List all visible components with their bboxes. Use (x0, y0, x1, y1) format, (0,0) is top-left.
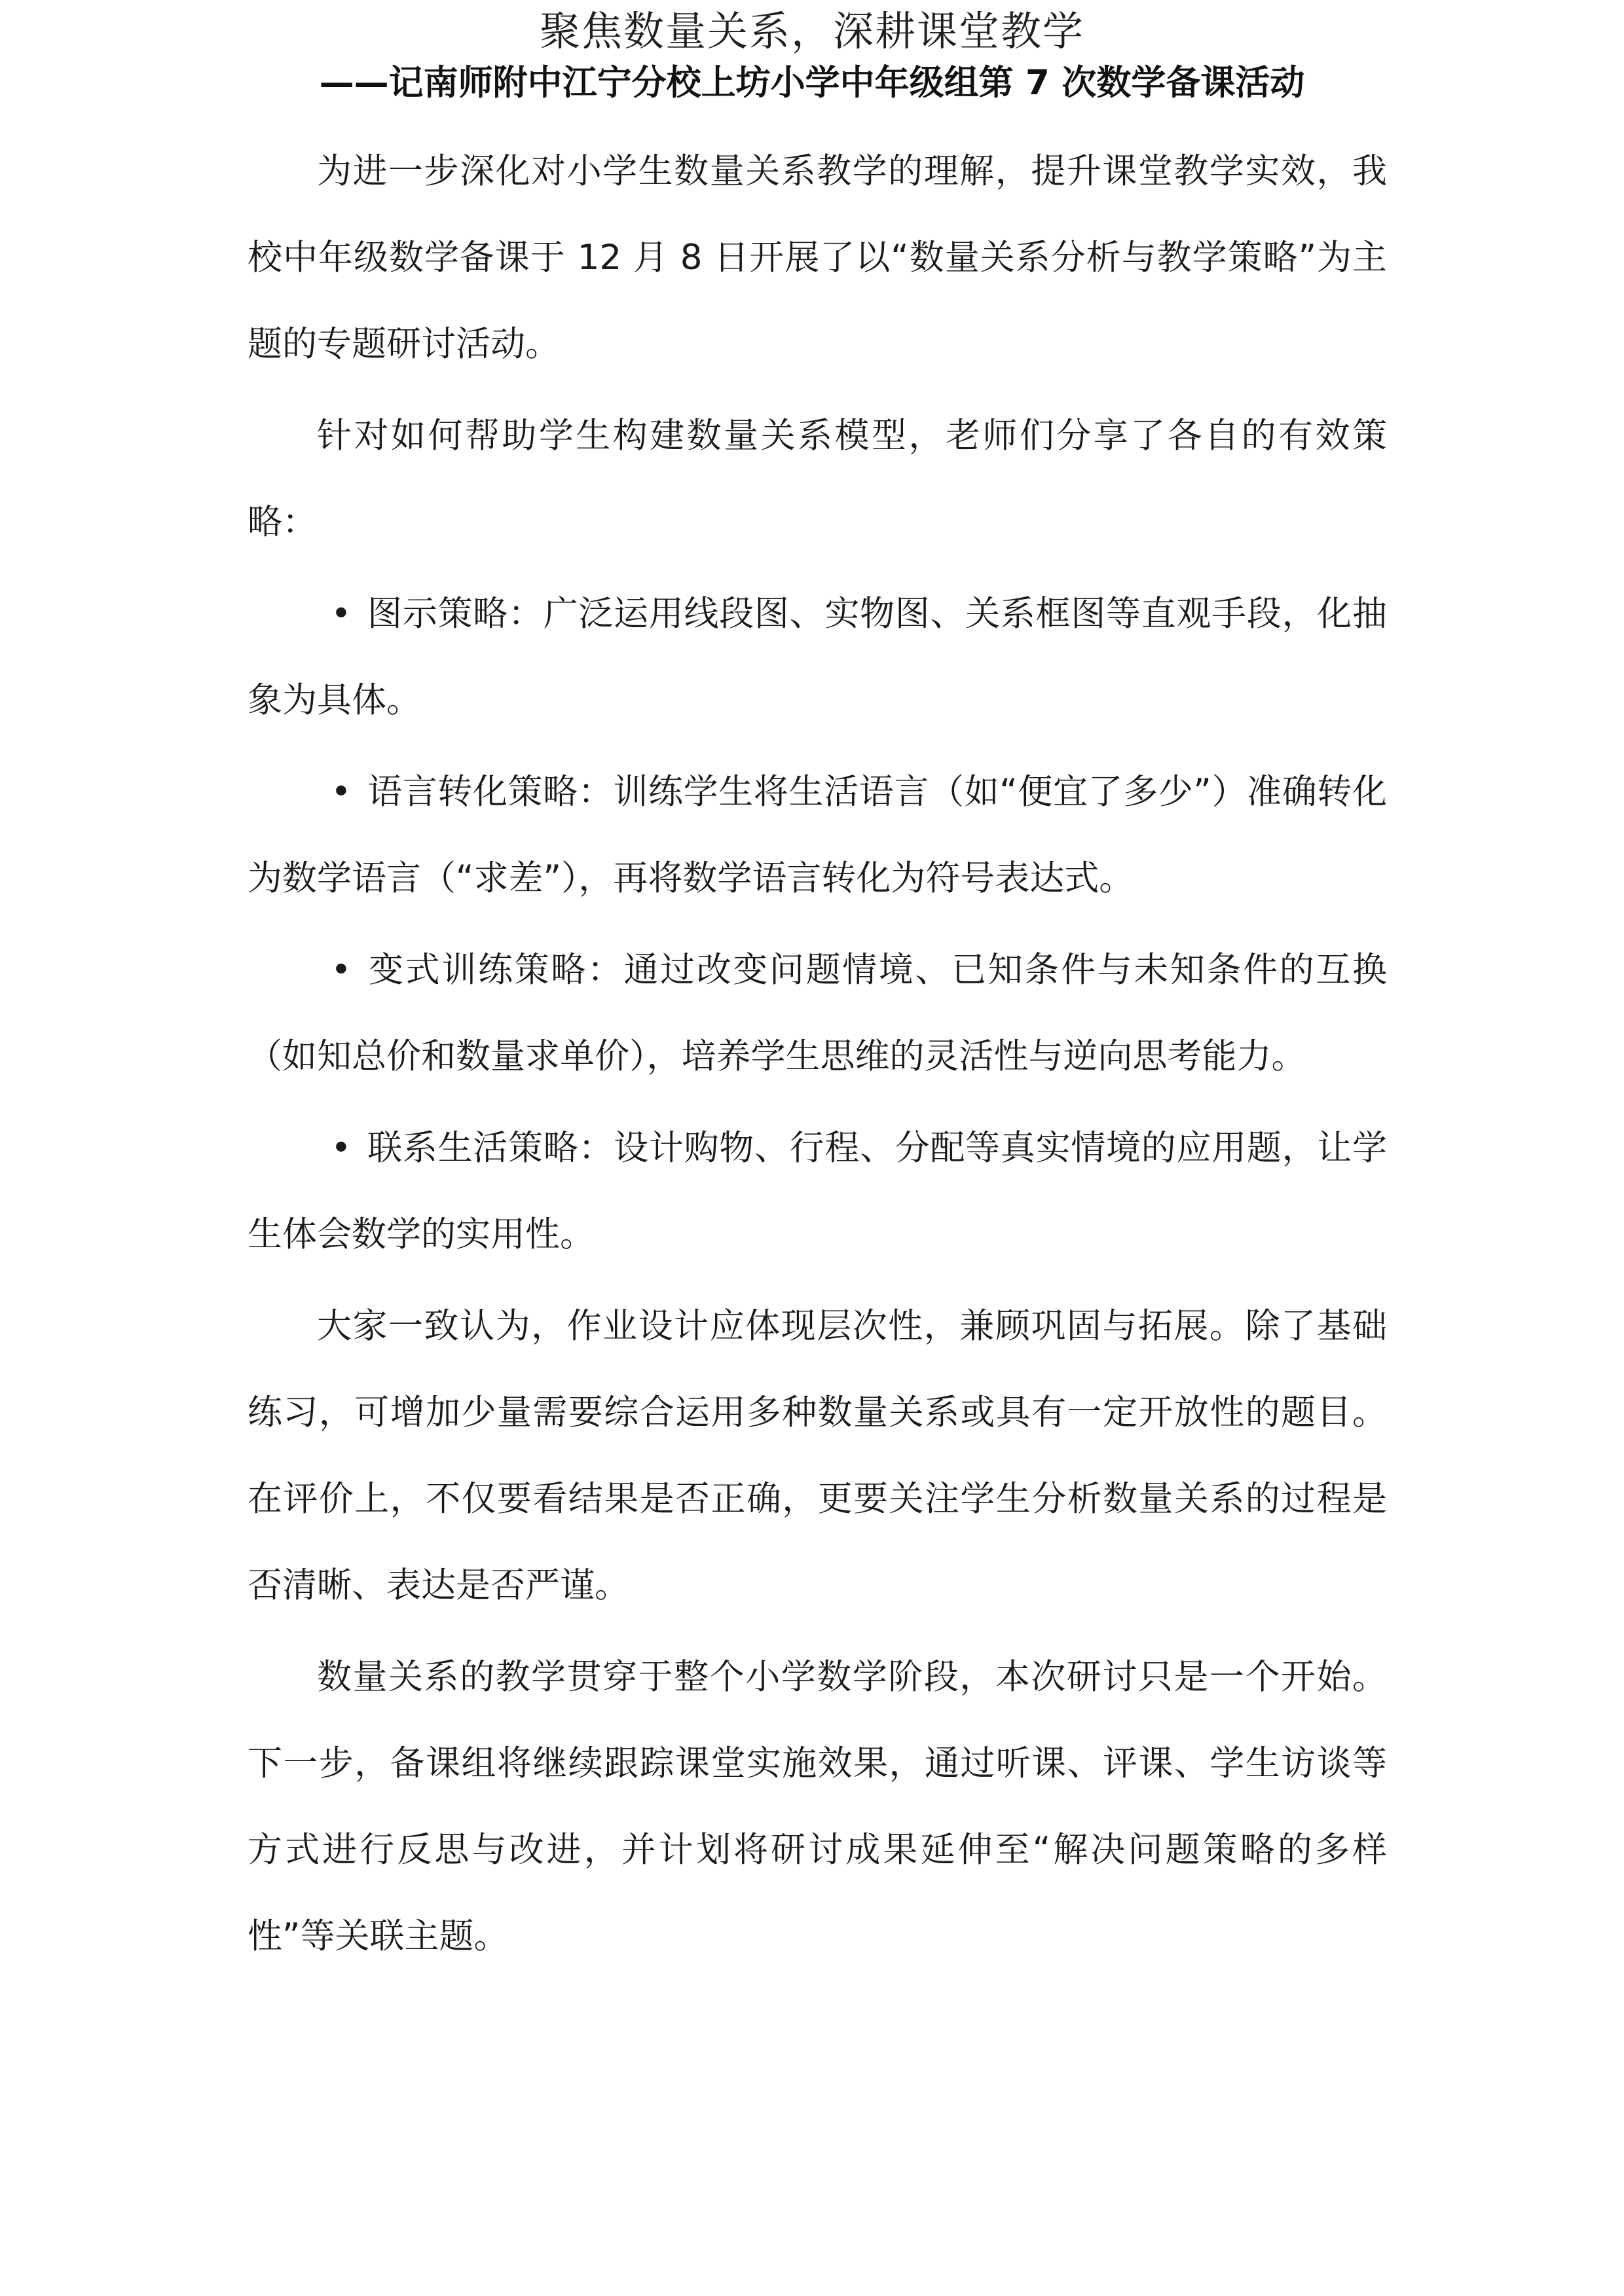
bullet-icon: • (331, 1128, 352, 1168)
strategy-intro-paragraph: 针对如何帮助学生构建数量关系模型，老师们分享了各自的有效策略： (248, 416, 1387, 542)
bullet-icon: • (331, 772, 352, 812)
bullet-text: 联系生活策略：设计购物、行程、分配等真实情境的应用题，让学生体会数学的实用性。 (248, 1128, 1387, 1254)
bullet-icon: • (331, 950, 352, 990)
article-title: 聚焦数量关系，深耕课堂教学 (539, 7, 1084, 55)
bullet-item-life-strategy (248, 1105, 1387, 1278)
intro-paragraph: 为进一步深化对小学生数量关系教学的理解，提升课堂教学实效，我校中年级数学备课于 12 月 8 日开展了以“数量关系分析与教学策略”为主题的专题研讨活动。 (248, 151, 1387, 364)
homework-paragraph: 大家一致认为，作业设计应体现层次性，兼顾巩固与拓展。除了基础练习，可增加少量需要综合运用多种数量关系或具有一定开放性的题目。在评价上，不仅要看结果是否正确，更要关注学生分析数量关系的过程是否清晰、表达是否严谨。 (248, 1306, 1387, 1605)
bullet-text: 变式训练策略：通过改变问题情境、已知条件与未知条件的互换（如知总价和数量求单价），培养学生思维的灵活性与逆向思考能力。 (248, 950, 1387, 1076)
bullet-item-variation-strategy (248, 927, 1387, 1100)
bullet-icon: • (331, 594, 352, 634)
bullet-text: 语言转化策略：训练学生将生活语言（如“便宜了多少”）准确转化为数学语言（“求差”），再将数学语言转化为符号表达式。 (248, 772, 1387, 898)
conclusion-paragraph: 数量关系的教学贯穿于整个小学数学阶段，本次研讨只是一个开始。下一步，备课组将继续跟踪课堂实施效果，通过听课、评课、学生访谈等方式进行反思与改进，并计划将研讨成果延伸至“解决问题策略的多样性”等关联主题。 (248, 1657, 1387, 1956)
article-body (248, 128, 1387, 1985)
bullet-item-diagram-strategy (248, 571, 1387, 744)
bullet-text: 图示策略：广泛运用线段图、实物图、关系框图等直观手段，化抽象为具体。 (248, 594, 1387, 720)
bullet-item-language-strategy (248, 749, 1387, 922)
article-subtitle: ——记南师附中江宁分校上坊小学中年级组第 7 次数学备课活动 (319, 63, 1305, 103)
